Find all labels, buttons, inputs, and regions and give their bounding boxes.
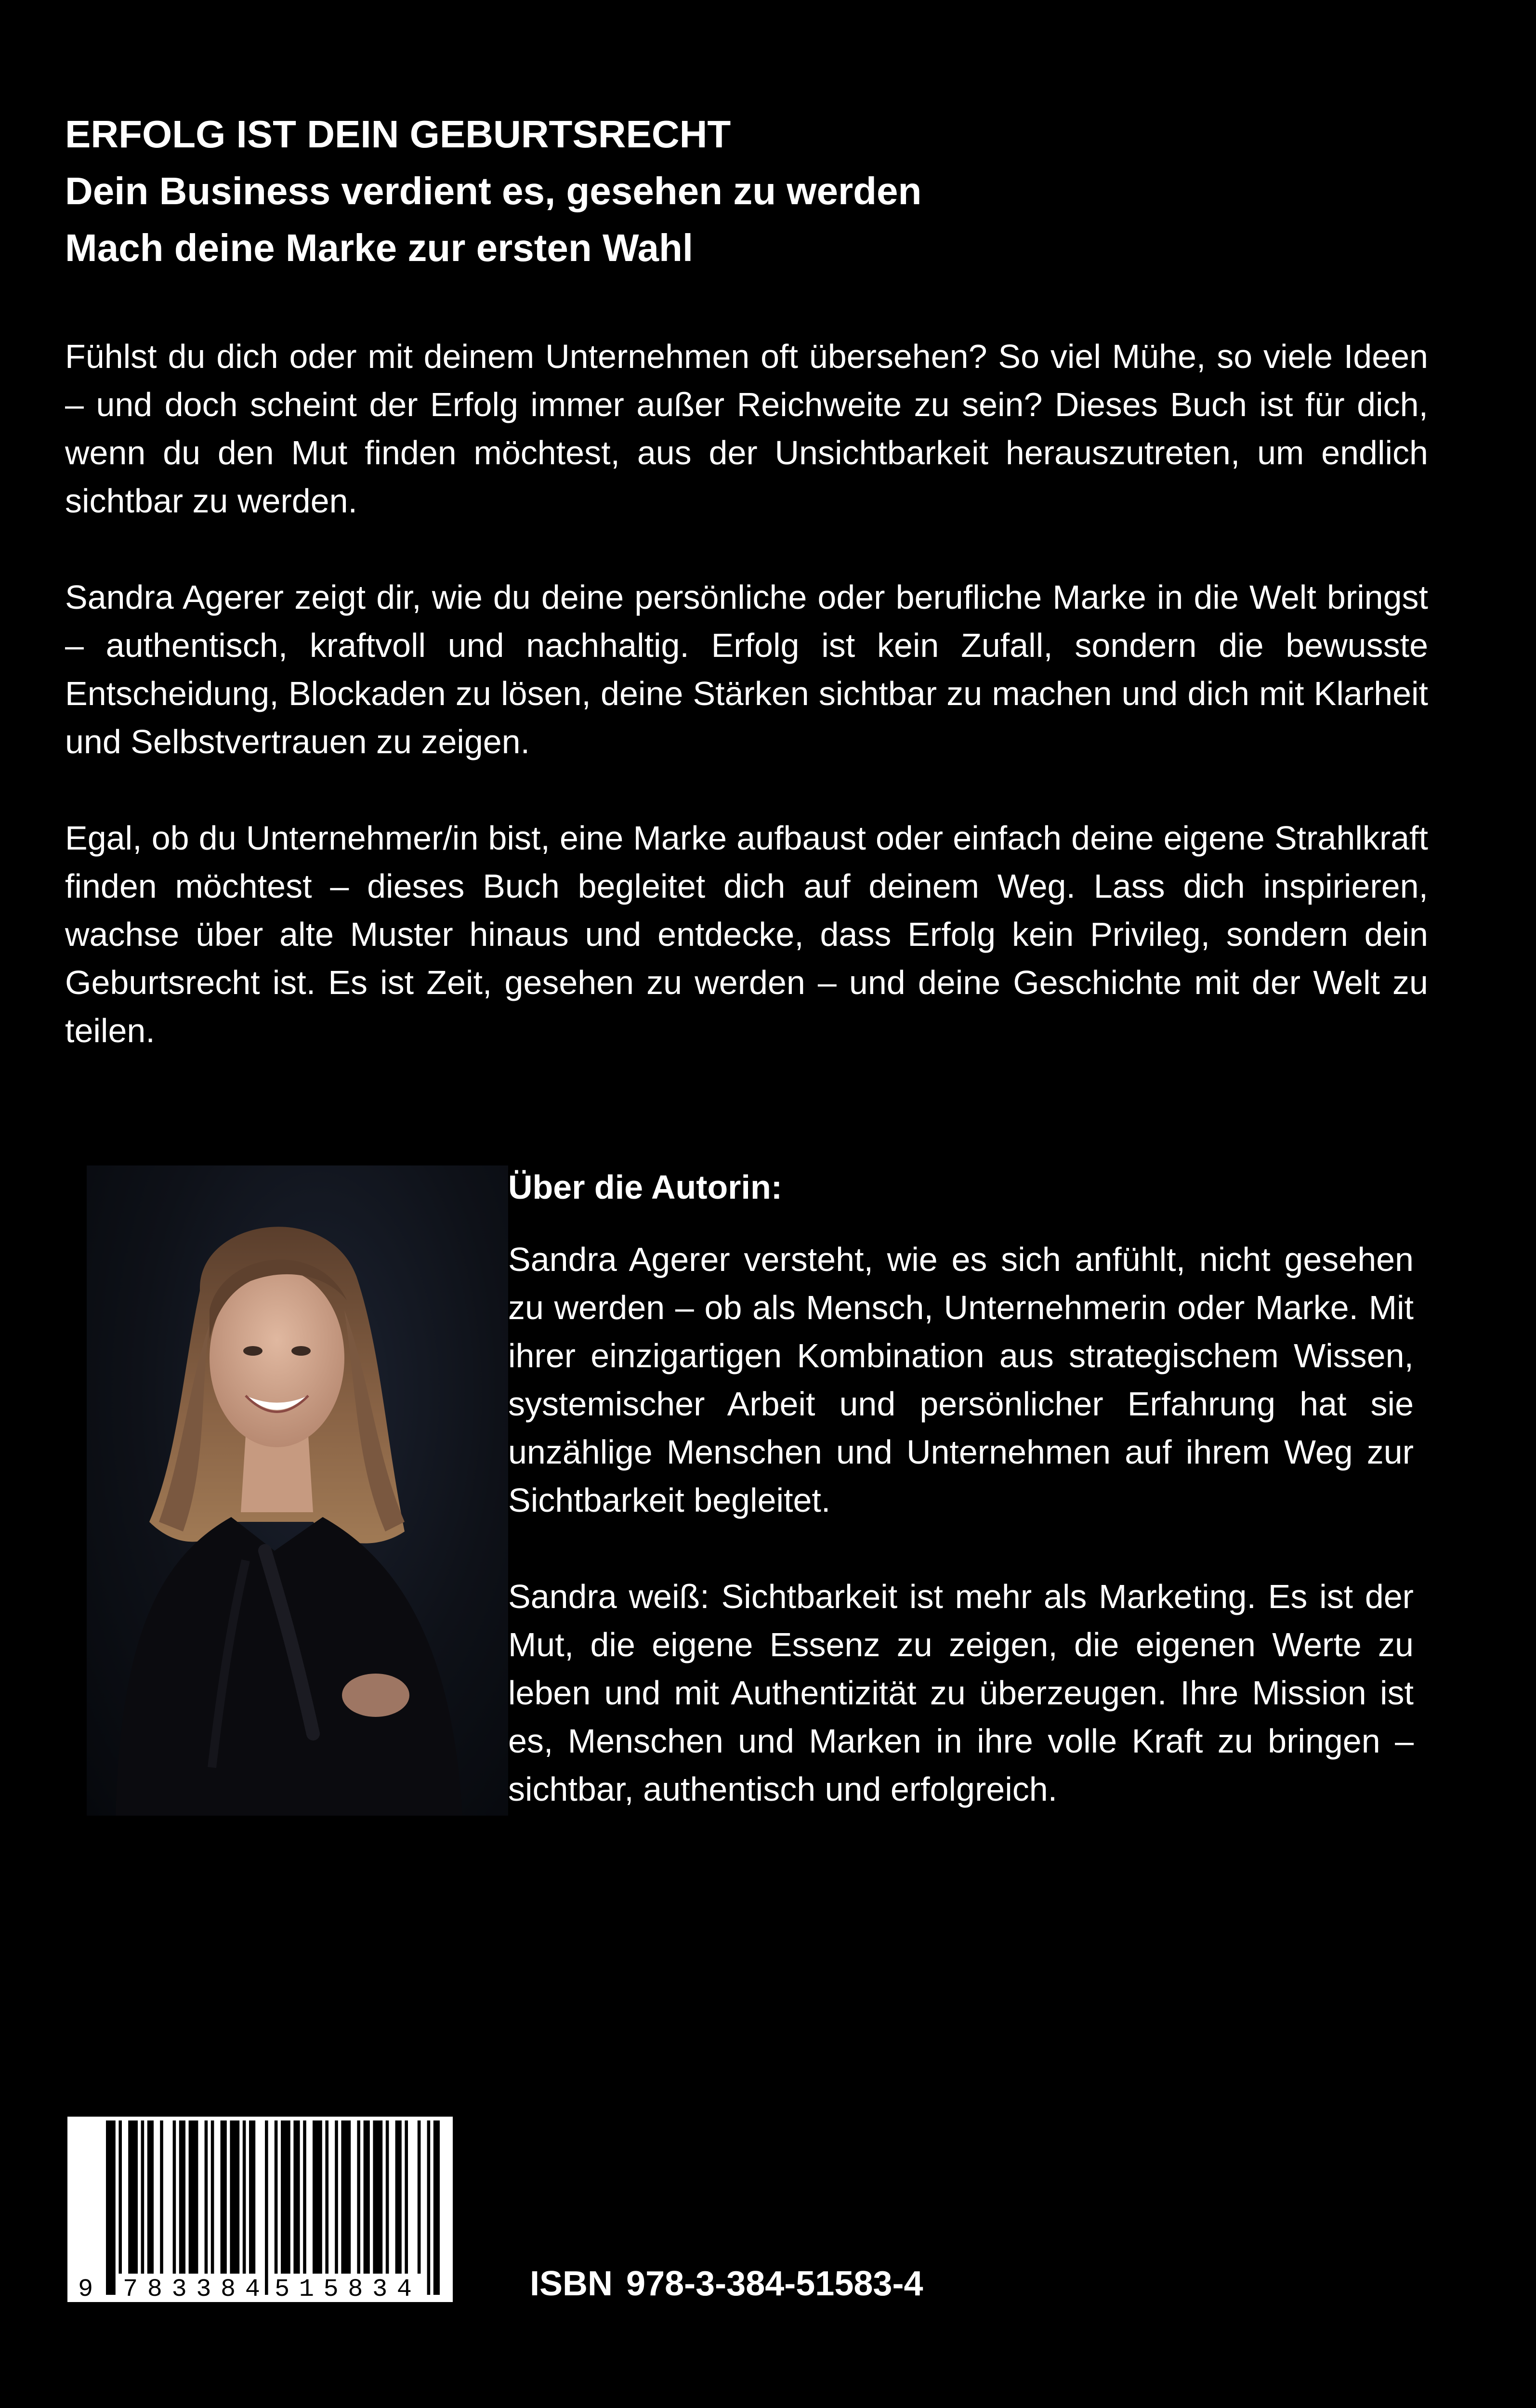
blurb-paragraph-3: Egal, ob du Unternehmer/in bist, eine Marke aufbaust oder einfach deine eigene Strahlkraft finden möchtest – dieses Buch begleitet dich auf deinem Weg. Lass dich inspirieren, wachse über alte Muster hinaus und entdecke, dass Erfolg kein Privileg, sondern dein Geburtsrecht ist. Es ist Zeit, gesehen zu werden – und deine Geschichte mit der Welt zu teilen. bbox=[65, 819, 1428, 1049]
blurb-paragraph-1: Fühlst du dich oder mit deinem Unternehmen oft übersehen? So viel Mühe, so viele Ideen – und doch scheint der Erfolg immer außer Reichweite zu sein? Dieses Buch ist für dich, wenn du den Mut finden möchtest, aus der Unsichtbarkeit herauszutreten, um endlich sichtbar zu werden. bbox=[65, 338, 1428, 520]
barcode-bar bbox=[364, 2120, 370, 2274]
author-portrait-illustration bbox=[87, 1165, 508, 1816]
barcode-bar bbox=[325, 2120, 328, 2274]
barcode-bar bbox=[418, 2120, 421, 2274]
barcode-lead-digit: 9 bbox=[78, 2275, 93, 2302]
barcode-bar bbox=[243, 2120, 246, 2274]
headline-subtitle-2: Mach deine Marke zur ersten Wahl bbox=[65, 226, 694, 269]
author-paragraph-2: Sandra weiß: Sichtbarkeit ist mehr als Marketing. Es ist der Mut, die eigene Essenz zu zeigen, die eigenen Werte zu leben und mit Authentizität zu überzeugen. Ihre Mission ist es, Menschen und Marken in ihre volle Kraft zu bringen – sichtbar, authentisch und erfolgreich. bbox=[508, 1578, 1414, 1808]
headline-title: ERFOLG IST DEIN GEBURTSRECHT bbox=[65, 113, 731, 156]
barcode-bar bbox=[335, 2120, 338, 2274]
isbn-number: 978-3-384-51583-4 bbox=[626, 2264, 923, 2303]
book-blurb bbox=[65, 332, 1428, 1103]
barcode-bar bbox=[293, 2120, 300, 2274]
barcode-bar bbox=[211, 2120, 214, 2274]
barcode-graphic bbox=[67, 2117, 453, 2302]
author-paragraph-1: Sandra Agerer versteht, wie es sich anfühlt, nicht gesehen zu werden – ob als Mensch, Unternehmerin oder Marke. Mit ihrer einzigartigen Kombination aus strategischem Wissen, systemischer Arbeit und persönlicher Erfahrung hat sie unzählige Menschen und Unternehmen auf ihrem Weg zur Sichtbarkeit begleitet. bbox=[508, 1241, 1414, 1519]
blurb-paragraph-2: Sandra Agerer zeigt dir, wie du deine persönliche oder berufliche Marke in die Welt bringst – authentisch, kraftvoll und nachhaltig. Erfolg ist kein Zufall, sondern die bewusste Entscheidung, Blockaden zu lösen, deine Stärken sichtbar zu machen und dich mit Klarheit und Selbstvertrauen zu zeigen. bbox=[65, 578, 1428, 760]
barcode-bar bbox=[386, 2120, 389, 2274]
barcode-bar bbox=[173, 2120, 176, 2274]
barcode-bar bbox=[275, 2120, 278, 2274]
barcode-bar bbox=[205, 2120, 208, 2274]
barcode-bar bbox=[106, 2120, 116, 2295]
headline-subtitle-1: Dein Business verdient es, gesehen zu werden bbox=[65, 170, 922, 212]
isbn-line bbox=[530, 2260, 923, 2308]
barcode-right-digits: 515834 bbox=[275, 2275, 412, 2302]
cover-headline bbox=[65, 106, 1462, 276]
barcode-bar bbox=[221, 2120, 227, 2274]
author-photo bbox=[87, 1165, 508, 1816]
barcode-bar bbox=[395, 2120, 402, 2274]
barcode-bar bbox=[141, 2120, 144, 2274]
barcode-bar bbox=[189, 2120, 198, 2274]
barcode-bar bbox=[249, 2120, 255, 2274]
barcode-bar bbox=[303, 2120, 306, 2274]
barcode-bar bbox=[433, 2120, 440, 2295]
barcode-bar bbox=[341, 2120, 351, 2274]
author-section bbox=[508, 1163, 1414, 1861]
barcode-bar bbox=[373, 2120, 382, 2274]
barcode-bar bbox=[230, 2120, 239, 2274]
barcode-left-digits: 783384 bbox=[123, 2275, 260, 2302]
barcode-bar bbox=[427, 2120, 431, 2295]
barcode-bar bbox=[313, 2120, 322, 2274]
isbn-barcode bbox=[67, 2117, 453, 2302]
barcode-bar bbox=[147, 2120, 154, 2274]
author-heading: Über die Autorin: bbox=[508, 1168, 783, 1206]
barcode-bar bbox=[357, 2120, 360, 2274]
barcode-bar bbox=[265, 2120, 268, 2295]
barcode-bar bbox=[179, 2120, 185, 2274]
barcode-bar bbox=[281, 2120, 290, 2274]
barcode-bar bbox=[128, 2120, 138, 2274]
barcode-bar bbox=[118, 2120, 122, 2274]
isbn-label: ISBN bbox=[530, 2264, 613, 2303]
barcode-bar bbox=[160, 2120, 163, 2274]
barcode-bar bbox=[405, 2120, 408, 2274]
